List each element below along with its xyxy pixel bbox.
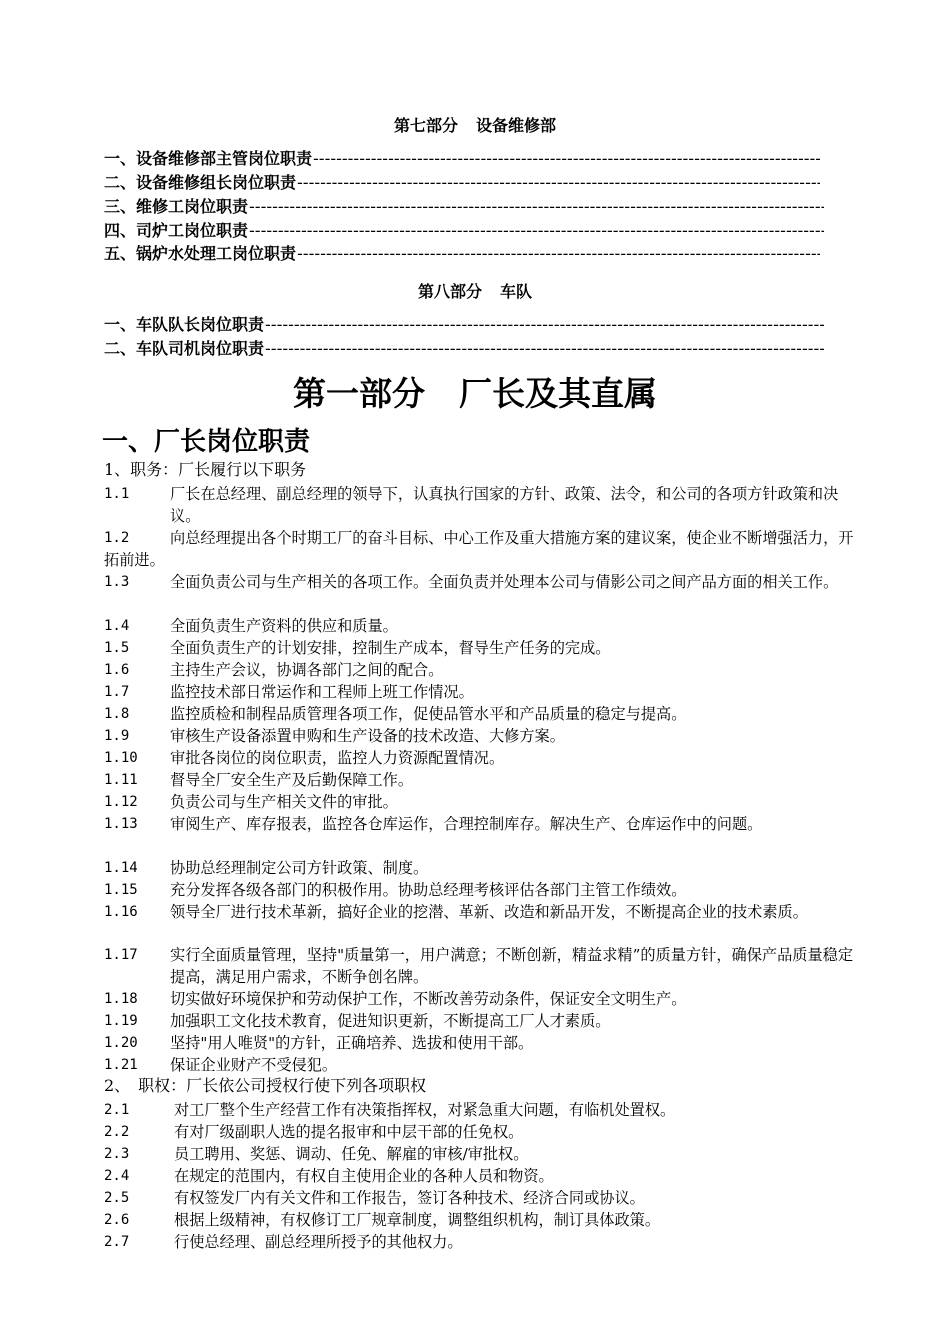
- duty-number: 1.9: [104, 728, 130, 744]
- duty-item: [104, 615, 864, 637]
- duty-number: 1.18: [104, 991, 138, 1007]
- toc-entry[interactable]: [104, 314, 824, 336]
- toc-leader: [297, 172, 820, 194]
- duty-number: 1.2: [104, 530, 130, 546]
- part7-title-name: 设备维修部: [476, 116, 557, 135]
- toc-leader: [297, 243, 820, 265]
- power-number: 2.4: [104, 1168, 130, 1184]
- duty-item: [104, 857, 864, 879]
- duty-text: 监控技术部日常运作和工程师上班工作情况。: [170, 683, 474, 701]
- toc-entry-label: 二、车队司机岗位职责: [104, 339, 265, 358]
- part1-title: [0, 371, 950, 417]
- duty-text: 全面负责生产的计划安排，控制生产成本，督导生产任务的完成。: [170, 639, 611, 657]
- duty-number: 1.14: [104, 860, 138, 876]
- duty-text: 督导全厂安全生产及后勤保障工作。: [170, 771, 413, 789]
- toc-entry-label: 一、设备维修部主管岗位职责: [104, 149, 313, 168]
- power-text: 员工聘用、奖惩、调动、任免、解雇的审核/审批权。: [174, 1145, 529, 1163]
- power-number: 2.3: [104, 1146, 130, 1162]
- toc-leader: [313, 148, 820, 170]
- duty-text: 负责公司与生产相关文件的审批。: [170, 793, 398, 811]
- toc-entry-label: 一、车队队长岗位职责: [104, 315, 265, 334]
- toc-entry-label: 二、设备维修组长岗位职责: [104, 173, 297, 192]
- duty-number: 1.10: [104, 750, 138, 766]
- part8-title: [0, 282, 950, 302]
- power-item: [104, 1187, 864, 1209]
- duty-number: 1.15: [104, 882, 138, 898]
- power-number: 2.7: [104, 1234, 130, 1250]
- duty-item: [104, 1032, 864, 1054]
- duty-item: [104, 725, 864, 747]
- toc-entry[interactable]: [104, 243, 820, 265]
- toc-entry[interactable]: [104, 196, 824, 218]
- power-item: [104, 1231, 864, 1253]
- duty-number: 1.7: [104, 684, 130, 700]
- power-text: 对工厂整个生产经营工作有决策指挥权，对紧急重大问题，有临机处置权。: [174, 1101, 676, 1119]
- toc-leader: [265, 338, 824, 360]
- part8-title-name: 车队: [500, 282, 533, 301]
- duty-text: 协助总经理制定公司方针政策、制度。: [170, 859, 429, 877]
- part1-title-number: 第一部分: [293, 374, 425, 413]
- duty-number: 1.6: [104, 662, 130, 678]
- duty-number: 1.3: [104, 574, 130, 590]
- power-item: [104, 1121, 864, 1143]
- duty-item: [104, 637, 864, 659]
- power-item: [104, 1209, 864, 1231]
- duty-text: 审阅生产、库存报表，监控各仓库运作，合理控制库存。解决生产、仓库运作中的问题。: [170, 815, 763, 833]
- duty-item: [104, 681, 864, 703]
- duty-text: 审批各岗位的岗位职责，监控人力资源配置情况。: [170, 749, 505, 767]
- power-number: 2.6: [104, 1212, 130, 1228]
- duty-item: [104, 769, 864, 791]
- power-text: 行使总经理、副总经理所授予的其他权力。: [174, 1233, 463, 1251]
- duty-number: 1.16: [104, 904, 138, 920]
- duty-text: 监控质检和制程品质管理各项工作，促使品管水平和产品质量的稳定与提高。: [170, 705, 687, 723]
- duty-text: 审核生产设备添置申购和生产设备的技术改造、大修方案。: [170, 727, 565, 745]
- part1-title-name: 厂长及其直属: [459, 374, 657, 413]
- power-number: 2.2: [104, 1124, 130, 1140]
- toc-leader: [249, 196, 824, 218]
- toc-entry-label: 四、司炉工岗位职责: [104, 221, 249, 240]
- duty-item: [104, 944, 864, 988]
- part8-title-number: 第八部分: [417, 282, 482, 301]
- duty-number: 1.13: [104, 816, 138, 832]
- section-heading: 一、厂长岗位职责: [102, 427, 311, 457]
- toc-entry[interactable]: [104, 220, 824, 242]
- duty-number: 1.17: [104, 947, 138, 963]
- toc-entry-label: 三、维修工岗位职责: [104, 197, 249, 216]
- power-text: 有对厂级副职人选的提名报审和中层干部的任免权。: [174, 1123, 524, 1141]
- duty-text: 向总经理提出各个时期工厂的奋斗目标、中心工作及重大措施方案的建议案，使企业不断增强活力，开拓前进。: [104, 529, 854, 569]
- duty-text: 保证企业财产不受侵犯。: [170, 1056, 338, 1074]
- duty-item: [104, 659, 864, 681]
- duty-item: [104, 1054, 864, 1076]
- duty-number: 1.21: [104, 1057, 138, 1073]
- power-text: 根据上级精神，有权修订工厂规章制度，调整组织机构，制订具体政策。: [174, 1211, 660, 1229]
- duty-item: [104, 879, 864, 901]
- toc-leader: [249, 220, 824, 242]
- duty-item: [104, 571, 864, 593]
- power-text: 有权签发厂内有关文件和工作报告，签订各种技术、经济合同或协议。: [174, 1189, 645, 1207]
- power-item: [104, 1143, 864, 1165]
- duty-text: 加强职工文化技术教育，促进知识更新，不断提高工厂人才素质。: [170, 1012, 611, 1030]
- duty-text: 厂长在总经理、副总经理的领导下，认真执行国家的方针、政策、法令，和公司的各项方针政策和决议。: [170, 485, 839, 525]
- duty-item: [104, 1010, 864, 1032]
- duty-number: 1.5: [104, 640, 130, 656]
- toc-leader: [265, 314, 824, 336]
- duty-number: 1.20: [104, 1035, 138, 1051]
- power-text: 在规定的范围内，有权自主使用企业的各种人员和物资。: [174, 1167, 554, 1185]
- duty-item: [104, 483, 864, 527]
- part7-title: [0, 116, 950, 136]
- duty-text: 全面负责生产资料的供应和质量。: [170, 617, 398, 635]
- duty-item: [104, 747, 864, 769]
- duties-intro: 1、职务：厂长履行以下职务: [104, 460, 307, 479]
- duty-text: 领导全厂进行技术革新，搞好企业的挖潜、革新、改造和新品开发，不断提高企业的技术素质。: [170, 903, 808, 921]
- power-number: 2.1: [104, 1102, 130, 1118]
- duty-text: 充分发挥各级各部门的积极作用。协助总经理考核评估各部门主管工作绩效。: [170, 881, 687, 899]
- duty-number: 1.8: [104, 706, 130, 722]
- duty-text: 实行全面质量管理，坚持"质量第一，用户满意；不断创新，精益求精”的质量方针，确保产品质量稳定提高，满足用户需求，不断争创名牌。: [170, 946, 853, 986]
- duty-number: 1.12: [104, 794, 138, 810]
- duty-item: [104, 901, 864, 923]
- duty-number: 1.1: [104, 486, 130, 502]
- toc-entry-label: 五、锅炉水处理工岗位职责: [104, 244, 297, 263]
- powers-intro: 2、 职权：厂长依公司授权行使下列各项职权: [104, 1076, 427, 1095]
- duty-text: 切实做好环境保护和劳动保护工作，不断改善劳动条件，保证安全文明生产。: [170, 990, 687, 1008]
- duty-text: 全面负责公司与生产相关的各项工作。全面负责并处理本公司与倩影公司之间产品方面的相关工作。: [170, 573, 839, 591]
- duty-text: 主持生产会议，协调各部门之间的配合。: [170, 661, 444, 679]
- part7-title-number: 第七部分: [393, 116, 458, 135]
- duty-number: 1.4: [104, 618, 130, 634]
- duty-number: 1.19: [104, 1013, 138, 1029]
- power-number: 2.5: [104, 1190, 130, 1206]
- duty-item: [104, 527, 864, 571]
- power-item: [104, 1099, 864, 1121]
- power-item: [104, 1165, 864, 1187]
- duty-item: [104, 791, 864, 813]
- duty-text: 坚持"用人唯贤"的方针，正确培养、选拔和使用干部。: [170, 1034, 534, 1052]
- toc-entry[interactable]: [104, 172, 820, 194]
- toc-entry[interactable]: [104, 148, 820, 170]
- duty-item: [104, 988, 864, 1010]
- toc-entry[interactable]: [104, 338, 824, 360]
- duty-item: [104, 703, 864, 725]
- duty-item: [104, 813, 864, 835]
- duty-number: 1.11: [104, 772, 138, 788]
